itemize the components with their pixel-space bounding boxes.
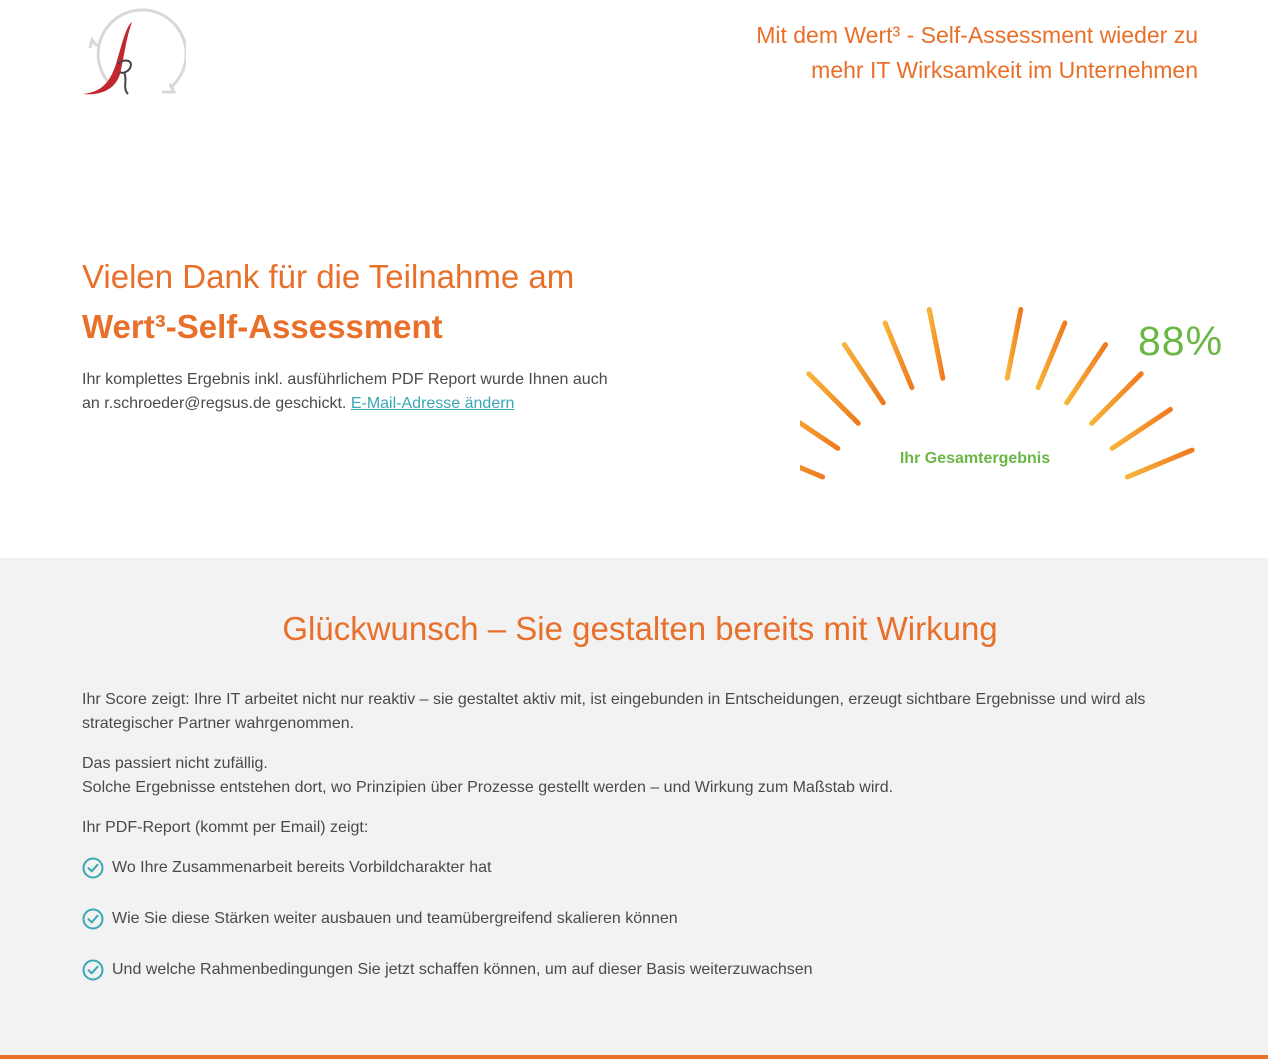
section-paragraph-2 xyxy=(82,752,1202,800)
gauge-tick xyxy=(800,450,823,477)
check-circle-icon xyxy=(82,857,104,879)
checklist-item-text: Wo Ihre Zusammenarbeit bereits Vorbildcharakter hat xyxy=(112,859,492,876)
change-email-link[interactable]: E-Mail-Adresse ändern xyxy=(350,395,515,412)
gauge-tick xyxy=(929,310,943,379)
gauge-tick xyxy=(1038,323,1065,388)
gauge-tick xyxy=(1127,450,1192,477)
hero-description-line-1: Ihr komplettes Ergebnis inkl. ausführlichem PDF Report wurde Ihnen auch xyxy=(82,371,608,388)
company-logo[interactable] xyxy=(82,8,186,100)
tagline-line-2: mehr IT Wirksamkeit im Unternehmen xyxy=(811,57,1198,83)
section-title: Glückwunsch – Sie gestalten bereits mit Wirkung xyxy=(282,610,998,647)
checklist-item-text: Und welche Rahmenbedingungen Sie jetzt schaffen können, um auf dieser Basis weiterzuwachsen xyxy=(112,961,813,978)
section-body xyxy=(82,688,1202,1009)
section-paragraph-2-line-1: Das passiert nicht zufällig. xyxy=(82,755,268,772)
check-circle-icon xyxy=(82,959,104,981)
bottom-divider xyxy=(0,1055,1268,1059)
hero-description xyxy=(82,368,672,416)
check-circle-icon xyxy=(82,908,104,930)
checklist-item xyxy=(82,856,1202,880)
gauge-tick xyxy=(844,345,883,403)
gauge-tick xyxy=(1067,345,1106,403)
gauge-percent: 88% xyxy=(1138,318,1224,364)
gauge-tick xyxy=(1112,409,1170,448)
gauge-tick xyxy=(1092,374,1142,424)
hero-title xyxy=(82,252,672,352)
checklist-item xyxy=(82,907,1202,931)
score-gauge xyxy=(800,240,1240,480)
checklist-item xyxy=(82,958,1202,982)
hero-section xyxy=(0,120,1268,558)
hero-title-line-1: Vielen Dank für die Teilnahme am xyxy=(82,258,575,295)
checklist-item-text: Wie Sie diese Stärken weiter ausbauen und teamübergreifend skalieren können xyxy=(112,910,678,927)
logo-icon xyxy=(82,8,186,100)
section-paragraph-3: Ihr PDF-Report (kommt per Email) zeigt: xyxy=(82,819,369,836)
gauge-tick xyxy=(1007,310,1021,379)
tagline-line-1: Mit dem Wert³ - Self-Assessment wieder zu xyxy=(756,22,1198,48)
gauge-label: Ihr Gesamtergebnis xyxy=(899,450,1051,467)
hero-description-line-2 xyxy=(82,392,672,416)
header xyxy=(0,0,1268,120)
gauge-tick xyxy=(800,409,838,448)
hero-text-block xyxy=(82,252,672,416)
result-section xyxy=(0,558,1268,1056)
header-tagline xyxy=(638,18,1198,88)
report-checklist xyxy=(82,856,1202,982)
section-paragraph-1: Ihr Score zeigt: Ihre IT arbeitet nicht nur reaktiv – sie gestaltet aktiv mit, ist eingebunden in Entscheidungen, erzeugt sichtbare Ergebnisse und wird als strategischer Partner wahrgenommen. xyxy=(82,691,1146,732)
section-paragraph-2-line-2: Solche Ergebnisse entstehen dort, wo Prinzipien über Prozesse gestellt werden – und Wirkung zum Maßstab wird. xyxy=(82,779,894,796)
gauge-tick xyxy=(809,374,859,424)
gauge-tick xyxy=(885,323,912,388)
hero-title-line-2: Wert³-Self-Assessment xyxy=(82,308,443,345)
hero-email-text: an r.schroeder@regsus.de geschickt. xyxy=(82,395,347,412)
